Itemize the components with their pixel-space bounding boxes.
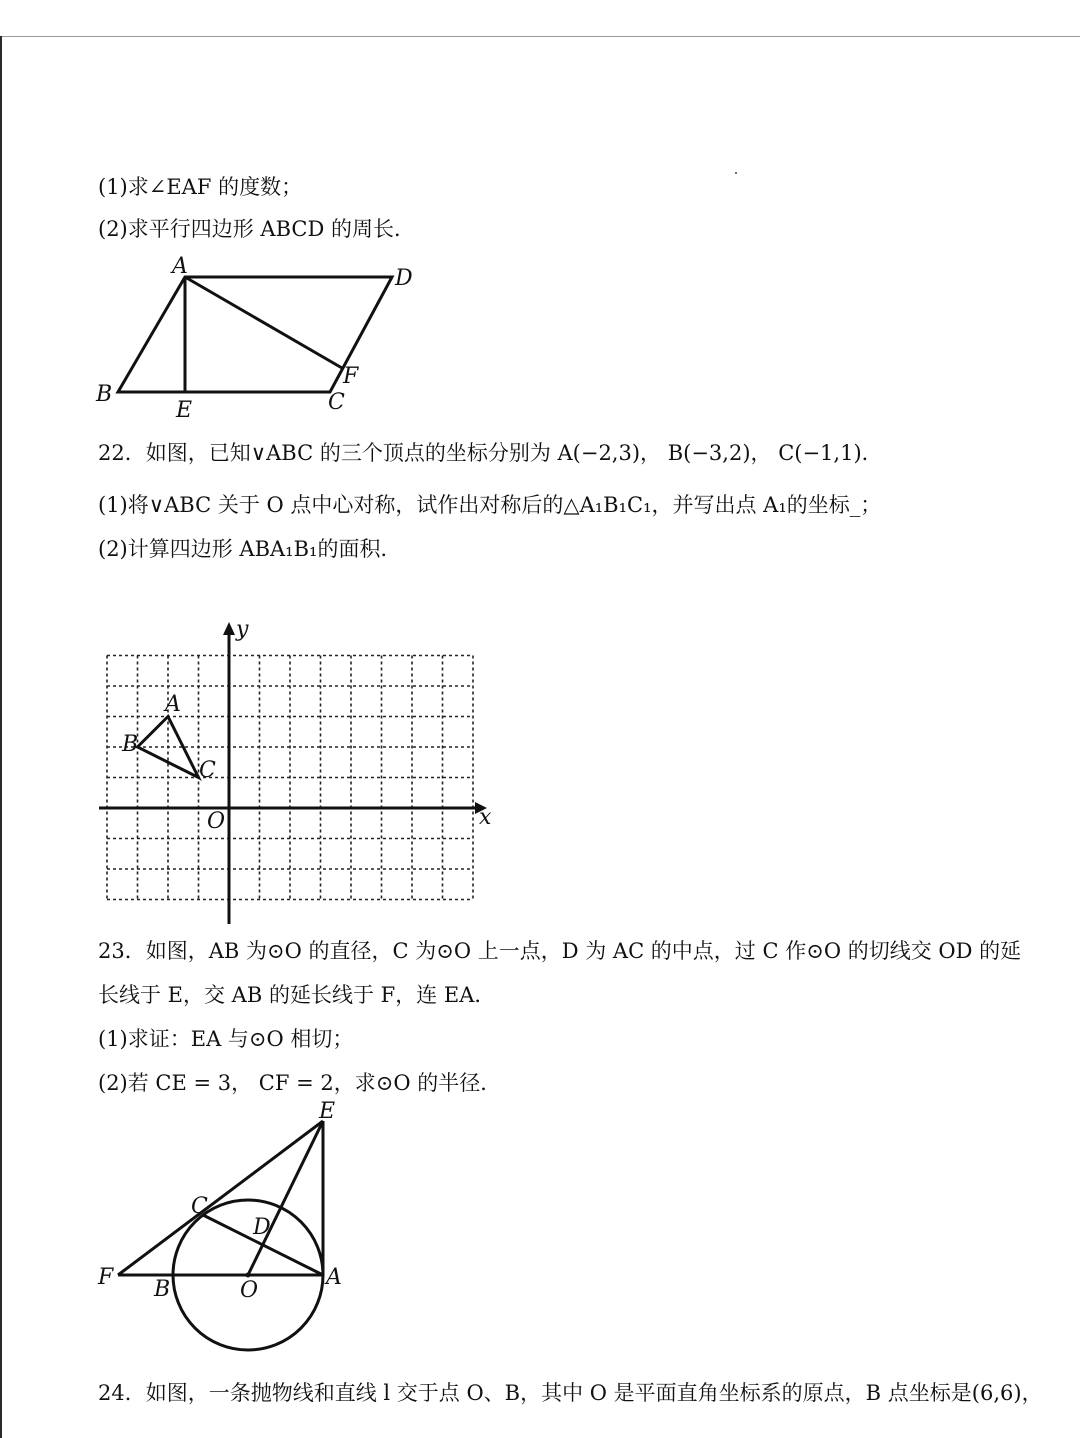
q24-stem: 24．如图，一条抛物线和直线 l 交于点 O、B，其中 O 是平面直角坐标系的原点，B 点坐标是(6,6)， [98,1381,1043,1405]
y-axis-arrow [223,622,235,635]
q22-part1: (1)将∨ABC 关于 O 点中心对称，试作出对称后的△A₁B₁C₁，并写出点 A₁的坐标_； [98,493,882,517]
tangent-fe [118,1121,323,1275]
q22-part2: (2)计算四边形 ABA₁B₁的面积． [98,537,402,561]
q21-part1: (1)求∠EAF 的度数； [98,175,303,199]
label-e: E [176,398,193,423]
q23-stem-line1: 23．如图，AB 为⊙O 的直径，C 为⊙O 上一点，D 为 AC 的中点，过 C 作⊙O 的切线交 OD 的延 [98,939,1022,963]
label-b: B [96,382,113,407]
label-point-c: C [199,758,216,783]
q22-stem: 22．如图，已知∨ABC 的三个顶点的坐标分别为 A(−2,3)， B(−3,2)， C(−1,1)． [98,441,883,465]
dotted-grid [107,656,473,900]
q23-part2: (2)若 CE = 3， CF = 2，求⊙O 的半径． [98,1071,502,1095]
label-b: B [154,1277,171,1302]
circle-tangent-figure [90,1099,360,1358]
label-c: C [328,390,345,415]
q23-part1: (1)求证：EA 与⊙O 相切； [98,1027,354,1051]
q21-part2: (2)求平行四边形 ABCD 的周长． [98,217,415,241]
label-a: A [172,254,188,279]
label-f: F [343,364,359,389]
label-x-axis: x [479,805,492,830]
coordinate-grid-figure [95,618,505,928]
label-c: C [191,1194,208,1219]
page-top-border [0,36,1080,37]
label-f: F [98,1265,114,1290]
label-e: E [319,1099,336,1124]
page-left-border [0,36,2,1438]
label-point-a: A [165,692,181,717]
q23-stem-line2: 长线于 E，交 AB 的延长线于 F，连 EA． [98,983,496,1007]
label-point-b: B [122,732,139,757]
label-a: A [326,1265,342,1290]
label-d: D [395,266,413,291]
label-o: O [240,1278,259,1303]
speck [735,172,737,174]
label-origin: O [207,809,226,834]
segment-oe [248,1121,323,1275]
label-y-axis: y [236,617,249,642]
label-d: D [253,1215,271,1240]
segment-af [185,277,342,368]
parallelogram-figure [90,255,430,425]
center-dot [246,1273,251,1278]
